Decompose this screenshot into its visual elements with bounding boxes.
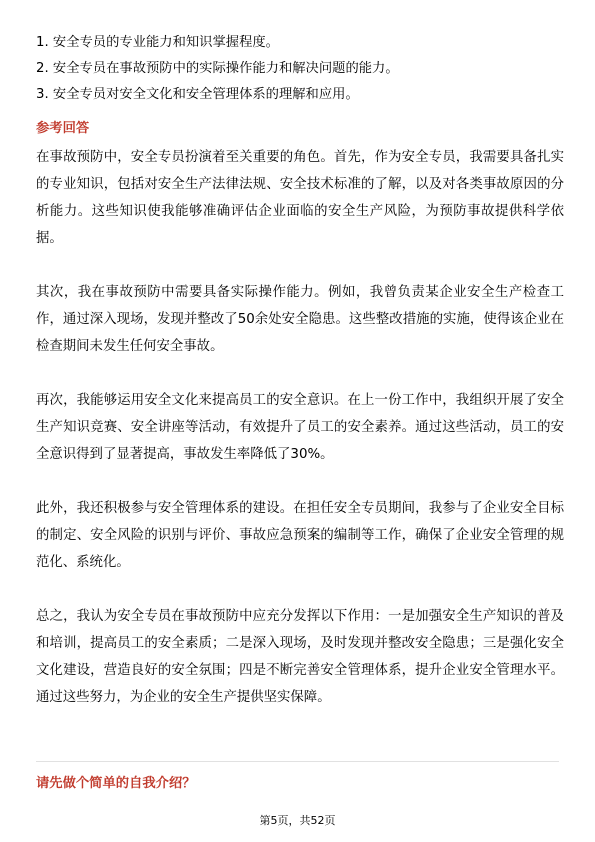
answer-paragraph: 总之，我认为安全专员在事故预防中应充分发挥以下作用：一是加强安全生产知识的普及和培训，提高员工的安全素质；二是深入现场，及时发现并整改安全隐患；三是强化安全文化建设，营造良好的安全氛围；四是不断完善安全管理体系，提升企业安全管理水平。通过这些努力，为企业的安全生产提供坚实保障。 [36, 609, 564, 705]
answer-body [36, 144, 564, 738]
answer-paragraph: 再次，我能够运用安全文化来提高员工的安全意识。在上一份工作中，我组织开展了安全生产知识竞赛、安全讲座等活动，有效提升了员工的安全素养。通过这些活动，员工的安全意识得到了显著提高，事故发生率降低了30%。 [36, 393, 564, 462]
page-number-footer: 第5页，共52页 [259, 814, 336, 827]
answer-heading: 参考回答 [36, 121, 90, 136]
list-item: 3. 安全专员对安全文化和安全管理体系的理解和应用。 [36, 87, 359, 102]
question-points-list [36, 30, 566, 108]
answer-paragraph: 在事故预防中，安全专员扮演着至关重要的角色。首先，作为安全专员，我需要具备扎实的专业知识，包括对安全生产法律法规、安全技术标准的了解，以及对各类事故原因的分析能力。这些知识使我能够准确评估企业面临的安全生产风险，为预防事故提供科学依据。 [36, 150, 564, 246]
answer-paragraph: 其次，我在事故预防中需要具备实际操作能力。例如，我曾负责某企业安全生产检查工作，通过深入现场，发现并整改了50余处安全隐患。这些整改措施的实施，使得该企业在检查期间未发生任何安全事故。 [36, 285, 564, 354]
next-question-heading: 请先做个简单的自我介绍？ [36, 776, 196, 791]
section-divider [36, 761, 559, 762]
answer-paragraph: 此外，我还积极参与安全管理体系的建设。在担任安全专员期间，我参与了企业安全目标的制定、安全风险的识别与评价、事故应急预案的编制等工作，确保了企业安全管理的规范化、系统化。 [36, 501, 564, 570]
list-item: 2. 安全专员在事故预防中的实际操作能力和解决问题的能力。 [36, 61, 399, 76]
list-item: 1. 安全专员的专业能力和知识掌握程度。 [36, 35, 279, 50]
